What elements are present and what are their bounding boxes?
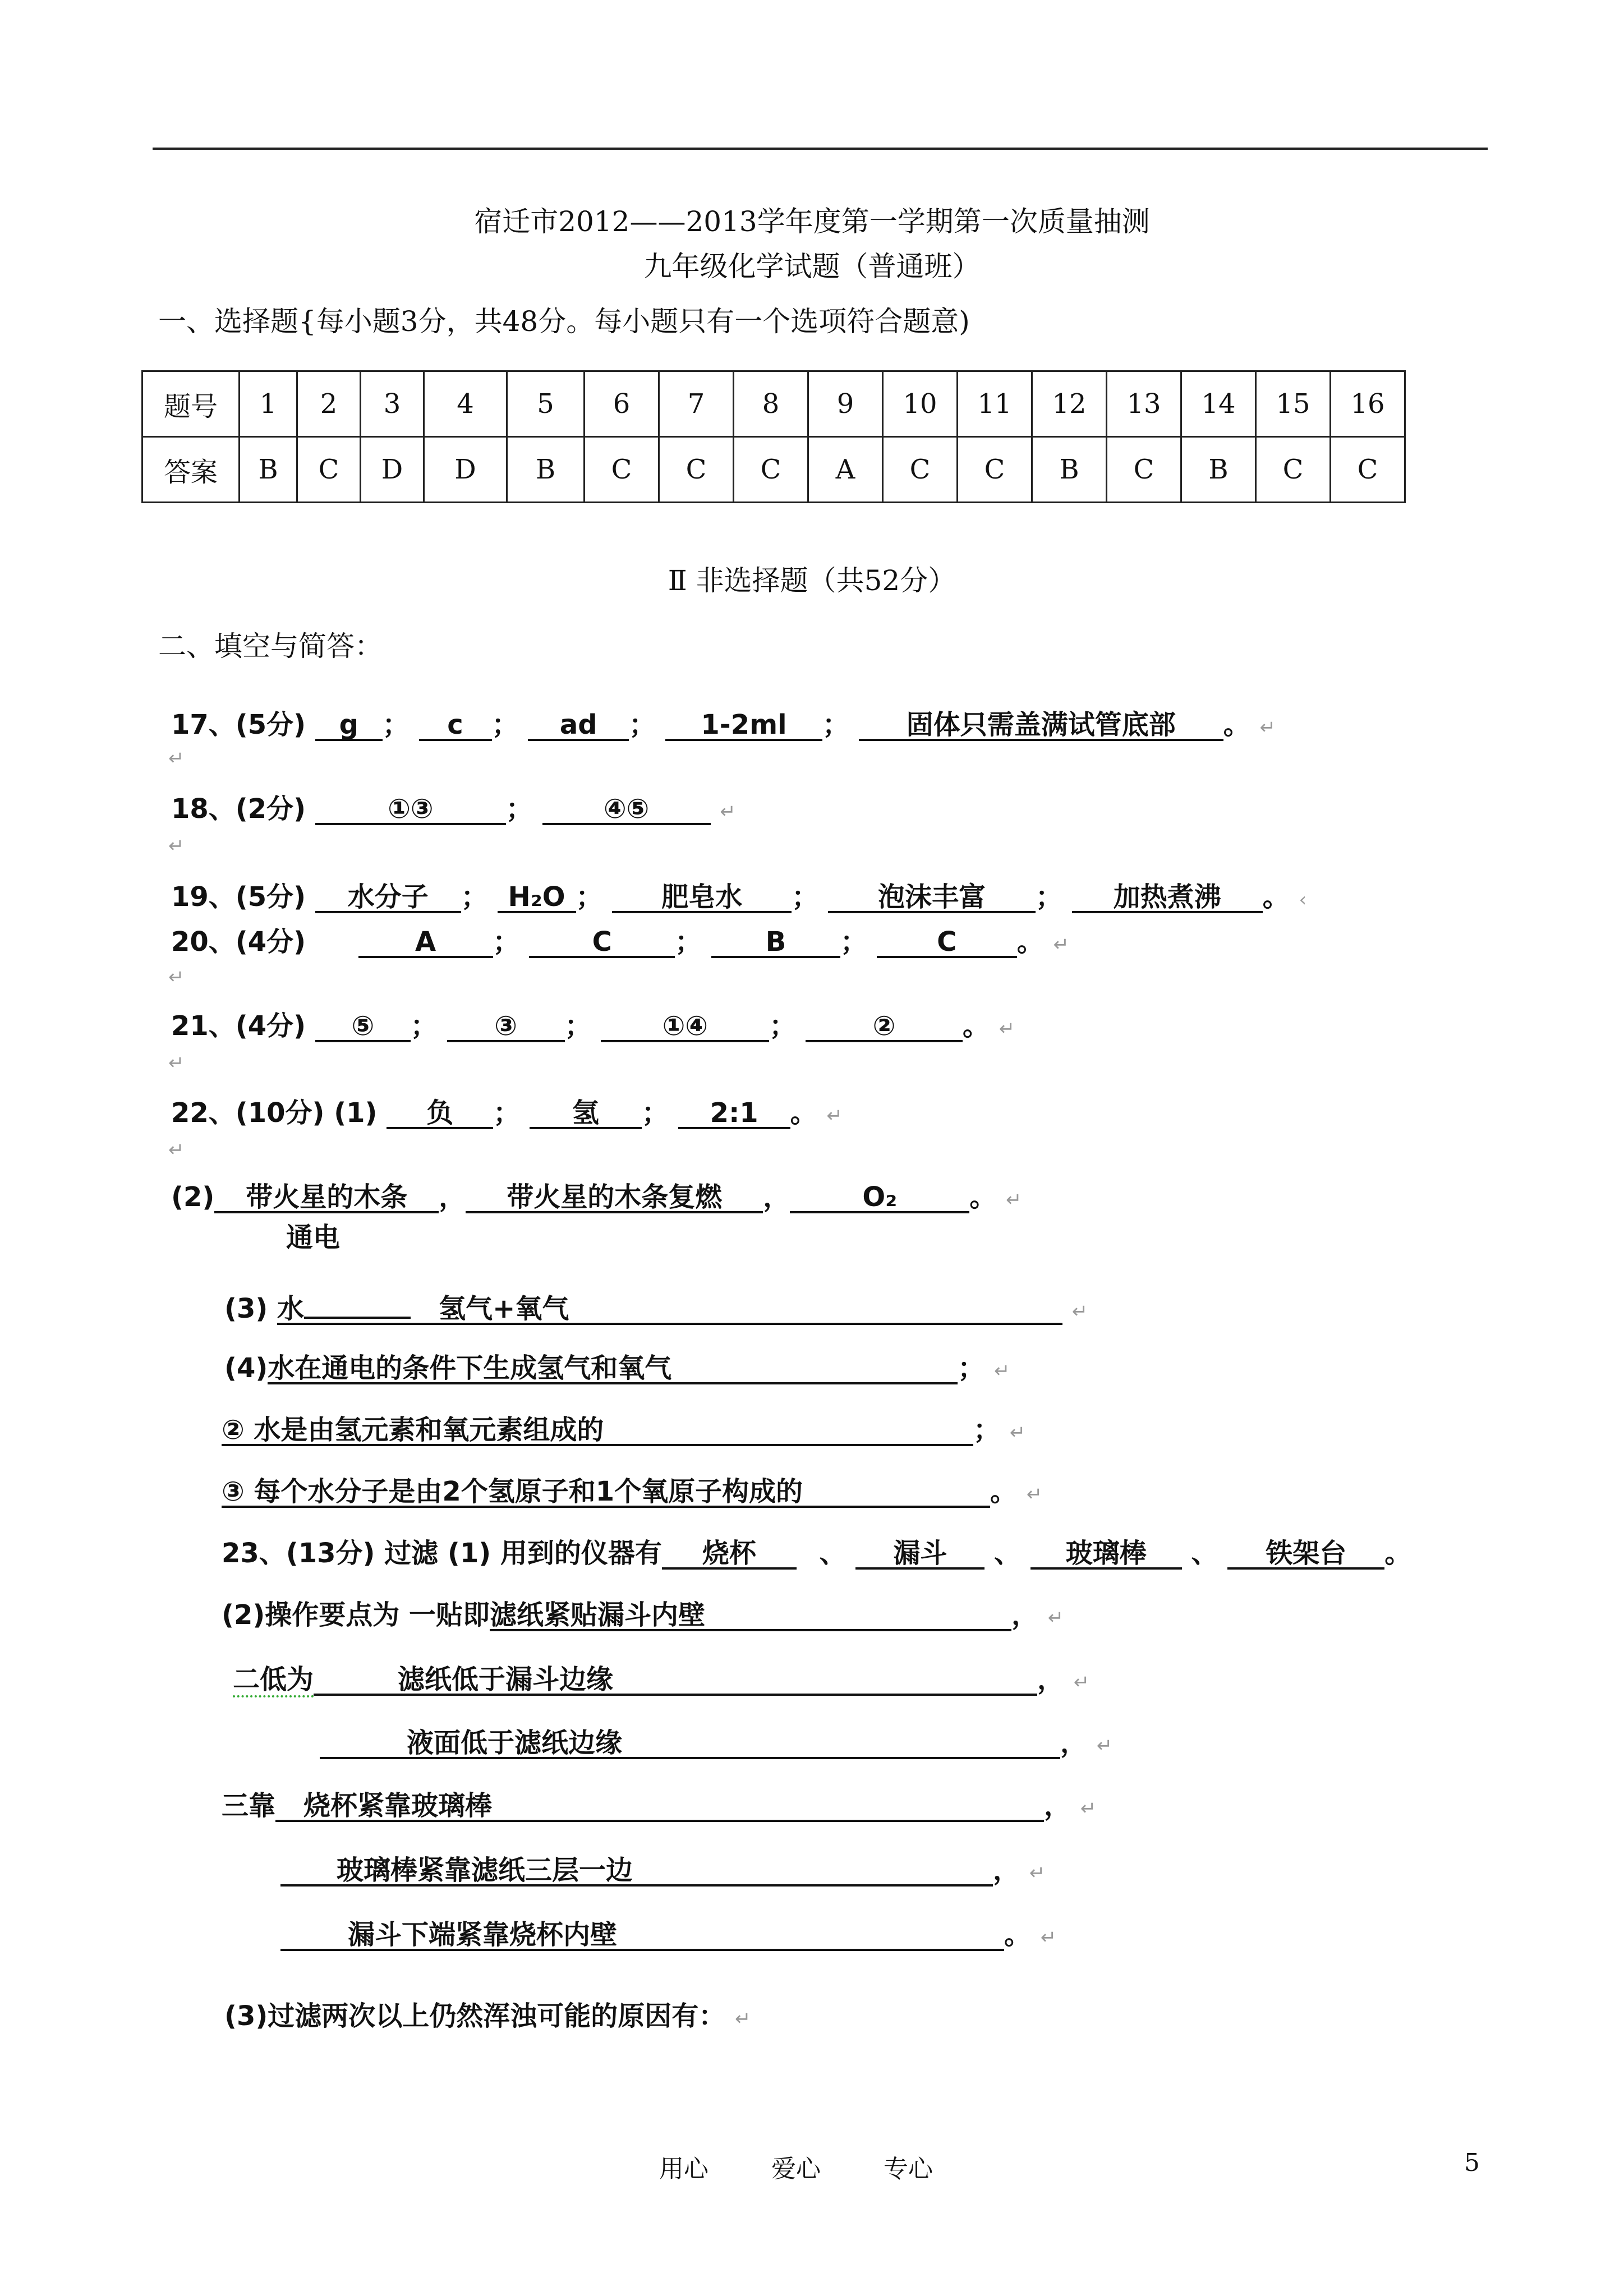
q23-answer-10 <box>280 1921 1004 1951</box>
q22-answer-6: O₂ <box>790 1183 969 1213</box>
return-mark: ↵ <box>1096 1734 1113 1757</box>
q19-answer-4: 泡沫丰富 <box>828 883 1036 913</box>
header-rule <box>153 148 1488 150</box>
q20-answer-2: C <box>529 928 675 958</box>
page-number: 5 <box>1464 2148 1480 2177</box>
q20-line <box>171 920 1069 959</box>
return-mark: ↵ <box>1259 716 1276 739</box>
q23-line-4 <box>320 1721 1112 1760</box>
table-cell: B <box>240 437 297 503</box>
separator: ； <box>822 709 850 740</box>
q17-answer-4: 1-2ml <box>665 711 822 741</box>
q23-answer-4: 铁架台 <box>1227 1539 1384 1570</box>
period: 。 <box>790 1097 817 1129</box>
q23-answer-9 <box>280 1856 993 1887</box>
q23-answer-7-text: 液面低于滤纸边缘 <box>407 1727 623 1759</box>
return-mark: ↵ <box>168 1052 185 1074</box>
q22-answer-4: 带火星的木条 <box>214 1183 439 1213</box>
table-cell: B <box>1032 437 1107 503</box>
q22-answer-9: ③ 每个水分子是由2个氢原子和1个氧原子构成的 <box>222 1478 990 1508</box>
table-cell: 6 <box>585 371 659 437</box>
table-cell: B <box>1181 437 1256 503</box>
table-cell: D <box>361 437 424 503</box>
separator: ； <box>769 1010 797 1042</box>
q22-answer-2: 氢 <box>530 1099 642 1129</box>
separator: ； <box>1036 881 1063 913</box>
footer-slogan-3: 专心 <box>884 2155 933 2183</box>
period: 。 <box>963 1010 990 1042</box>
q22-condition: 通电 <box>286 1222 341 1253</box>
row-label-a: 答案 <box>142 437 240 503</box>
q23-answer-7 <box>320 1729 1060 1759</box>
equation-reactant: 水 <box>277 1293 305 1324</box>
table-row-answers <box>142 437 1405 503</box>
table-cell: 10 <box>883 371 958 437</box>
q22-number: 22、(10分) <box>171 1097 325 1129</box>
period: 。 <box>1016 926 1044 958</box>
comma: ， <box>1044 1790 1071 1821</box>
q22-answer-7: 水在通电的条件下生成氢气和氧气 <box>268 1354 958 1384</box>
q22-line-6 <box>222 1470 1042 1508</box>
table-cell: 11 <box>958 371 1032 437</box>
q17-line <box>171 703 1276 742</box>
q17-answer-3: ad <box>528 711 629 741</box>
separator: ； <box>958 1352 985 1384</box>
table-cell: 12 <box>1032 371 1107 437</box>
q23-answer-8-text: 烧杯紧靠玻璃棒 <box>303 1790 493 1821</box>
q19-answer-5: 加热煮沸 <box>1072 883 1263 913</box>
period: 。 <box>1262 881 1290 913</box>
q18-line <box>171 787 736 826</box>
equation-products: 氢气+氧气 <box>439 1293 569 1324</box>
separator: ； <box>629 709 656 740</box>
separator: ； <box>840 926 867 958</box>
separator: ； <box>382 709 410 740</box>
separator: ； <box>641 1097 669 1129</box>
part2-heading: Ⅱ 非选择题（共52分） <box>668 564 956 597</box>
q17-answer-2: c <box>419 711 492 741</box>
q19-answer-3: 肥皂水 <box>612 883 792 913</box>
period: 。 <box>1384 1538 1412 1569</box>
q20-number: 20、(4分) <box>171 926 306 958</box>
return-mark: ↵ <box>1047 1607 1064 1629</box>
q23-line-5 <box>222 1784 1096 1823</box>
period: 。 <box>969 1181 997 1213</box>
separator: ； <box>491 709 519 740</box>
table-cell: 5 <box>507 371 585 437</box>
q22-line-5 <box>222 1408 1025 1447</box>
table-cell: 8 <box>734 371 808 437</box>
period: 。 <box>1223 709 1250 740</box>
separator: ； <box>576 881 603 913</box>
q23-answer-9-text: 玻璃棒紧靠滤纸三层一边 <box>337 1855 633 1886</box>
table-cell: 4 <box>424 371 507 437</box>
low-label: 二低为 <box>233 1664 314 1697</box>
q23-answer-6-text: 滤纸低于漏斗边缘 <box>398 1664 614 1695</box>
return-mark: ↵ <box>1053 933 1069 956</box>
q22-part-3: (3) <box>224 1293 268 1324</box>
answer-table <box>141 370 1406 503</box>
footer-slogan-1: 用心 <box>659 2155 709 2183</box>
q22-part-2: (2) <box>171 1181 215 1213</box>
table-cell: C <box>585 437 659 503</box>
comma: ， <box>1011 1599 1039 1631</box>
q23-answer-8 <box>275 1792 1044 1822</box>
footer-slogan-2: 爱心 <box>771 2155 821 2183</box>
exam-subtitle: 九年级化学试题（普通班） <box>643 250 981 283</box>
return-mark: ↵ <box>994 1360 1010 1382</box>
q23-part-2: (2)操作要点为 一贴即 <box>222 1599 490 1631</box>
q22-answer-8: ② 水是由氢元素和氧元素组成的 <box>222 1416 973 1446</box>
comma: ， <box>763 1181 790 1213</box>
q23-part-3: (3)过滤两次以上仍然浑浊可能的原因有： <box>224 2000 726 2032</box>
return-mark: ↵ <box>1026 1483 1043 1506</box>
q19-number: 19、(5分) <box>171 881 306 913</box>
table-cell: 15 <box>1256 371 1331 437</box>
q23-answer-1: 烧杯 <box>662 1539 797 1570</box>
q19-line <box>171 875 1306 914</box>
return-mark: ↵ <box>1006 1189 1022 1211</box>
table-cell: 13 <box>1107 371 1181 437</box>
q17-number: 17、(5分) <box>171 709 306 740</box>
table-cell: B <box>507 437 585 503</box>
table-cell: 7 <box>659 371 734 437</box>
separator: ； <box>973 1414 1001 1446</box>
q22-part-1: (1) <box>334 1097 378 1129</box>
table-cell: 16 <box>1331 371 1405 437</box>
separator: ； <box>461 881 488 913</box>
separator: ； <box>493 1097 521 1129</box>
table-cell: 14 <box>1181 371 1256 437</box>
reaction-arrow <box>304 1302 411 1319</box>
table-cell: C <box>1256 437 1331 503</box>
q23-line-7 <box>280 1913 1056 1952</box>
exam-title: 宿迁市2012——2013学年度第一学期第一次质量抽测 <box>474 205 1150 238</box>
table-cell: A <box>808 437 883 503</box>
separator: ； <box>792 881 819 913</box>
return-mark: ↵ <box>168 835 185 857</box>
table-cell: D <box>424 437 507 503</box>
section1-heading: 一、选择题{每小题3分，共48分。每小题只有一个选项符合题意) <box>158 305 970 338</box>
q23-line-3 <box>233 1658 1089 1696</box>
separator: ； <box>675 926 702 958</box>
return-mark: ↵ <box>168 747 185 770</box>
table-cell: 3 <box>361 371 424 437</box>
return-mark: ↵ <box>1073 1671 1090 1694</box>
q22-part-4: (4) <box>224 1352 268 1384</box>
period: 。 <box>990 1476 1018 1507</box>
return-mark: ↵ <box>1071 1300 1088 1323</box>
q21-answer-3: ①④ <box>601 1012 769 1042</box>
return-mark: ↵ <box>1009 1421 1026 1444</box>
q22-answer-5: 带火星的木条复燃 <box>466 1183 763 1213</box>
q23-answer-3: 玻璃棒 <box>1030 1539 1182 1570</box>
return-mark: ‹ <box>1299 889 1307 911</box>
comma: ， <box>439 1181 466 1213</box>
q21-answer-1: ⑤ <box>315 1012 411 1042</box>
q18-number: 18、(2分) <box>171 793 306 825</box>
period: 。 <box>1004 1919 1032 1950</box>
q23-answer-6 <box>314 1665 1037 1696</box>
q22-answer-3: 2:1 <box>678 1099 790 1129</box>
q22-line-1 <box>171 1091 843 1130</box>
table-cell: C <box>1331 437 1405 503</box>
return-mark: ↵ <box>1080 1797 1097 1820</box>
table-cell: C <box>958 437 1032 503</box>
return-mark: ↵ <box>999 1018 1015 1040</box>
table-cell: C <box>659 437 734 503</box>
q21-answer-4: ② <box>806 1012 963 1042</box>
q20-answer-3: B <box>711 928 840 958</box>
q23-line-6 <box>280 1848 1045 1887</box>
q22-line-2 <box>171 1175 1022 1214</box>
q23-answer-2: 漏斗 <box>855 1539 984 1570</box>
table-cell: C <box>1107 437 1181 503</box>
row-label-q: 题号 <box>142 371 240 437</box>
q19-answer-1: 水分子 <box>315 883 461 913</box>
q20-answer-4: C <box>877 928 1017 958</box>
q22-line-3 <box>224 1293 1088 1325</box>
q23-line-8 <box>224 1994 751 2033</box>
separator: ； <box>410 1010 438 1042</box>
return-mark: ↵ <box>168 1139 185 1161</box>
table-cell: 2 <box>297 371 361 437</box>
q23-line-1: 23、(13分) 过滤 (1) 用到的仪器有 烧杯 、 漏斗 、 玻璃棒 、 铁架台 。 <box>222 1538 1412 1569</box>
separator: ； <box>505 793 533 825</box>
comma: ， <box>1060 1727 1088 1759</box>
q19-answer-2: H₂O <box>498 883 576 913</box>
lean-label: 三靠 <box>222 1790 276 1821</box>
q22-answer-1: 负 <box>387 1099 493 1129</box>
q23-number: 23、(13分) 过滤 (1) 用到的仪器有 <box>222 1538 662 1569</box>
q20-answer-1: A <box>358 928 493 958</box>
separator: ； <box>493 926 520 958</box>
q23-answer-10-text: 漏斗下端紧靠烧杯内壁 <box>348 1919 618 1950</box>
q21-number: 21、(4分) <box>171 1010 306 1042</box>
return-mark: ↵ <box>735 2008 751 2030</box>
q21-line <box>171 1004 1015 1043</box>
q21-answer-2: ③ <box>447 1012 565 1042</box>
return-mark: ↵ <box>1040 1926 1057 1949</box>
q17-answer-1: g <box>315 711 383 741</box>
q17-answer-5: 固体只需盖满试管底部 <box>859 711 1223 741</box>
q18-answer-2: ④⑤ <box>542 795 711 825</box>
table-cell: C <box>883 437 958 503</box>
return-mark: ↵ <box>168 966 185 988</box>
q23-line-2 <box>222 1593 1064 1632</box>
table-cell: 1 <box>240 371 297 437</box>
table-cell: 9 <box>808 371 883 437</box>
comma: ， <box>993 1855 1020 1886</box>
table-cell: C <box>297 437 361 503</box>
table-cell: C <box>734 437 808 503</box>
q18-answer-1: ①③ <box>315 795 506 825</box>
q22-line-4 <box>224 1346 1010 1385</box>
comma: ， <box>1037 1664 1065 1695</box>
return-mark: ↵ <box>1029 1862 1046 1884</box>
return-mark: ↵ <box>720 800 736 823</box>
section2-heading: 二、填空与简答： <box>158 630 383 662</box>
q23-answer-5: 滤纸紧贴漏斗内壁 <box>490 1601 1011 1631</box>
return-mark: ↵ <box>826 1105 843 1127</box>
separator: ； <box>564 1010 592 1042</box>
table-row-numbers <box>142 371 1405 437</box>
q22-equation <box>277 1295 1062 1325</box>
